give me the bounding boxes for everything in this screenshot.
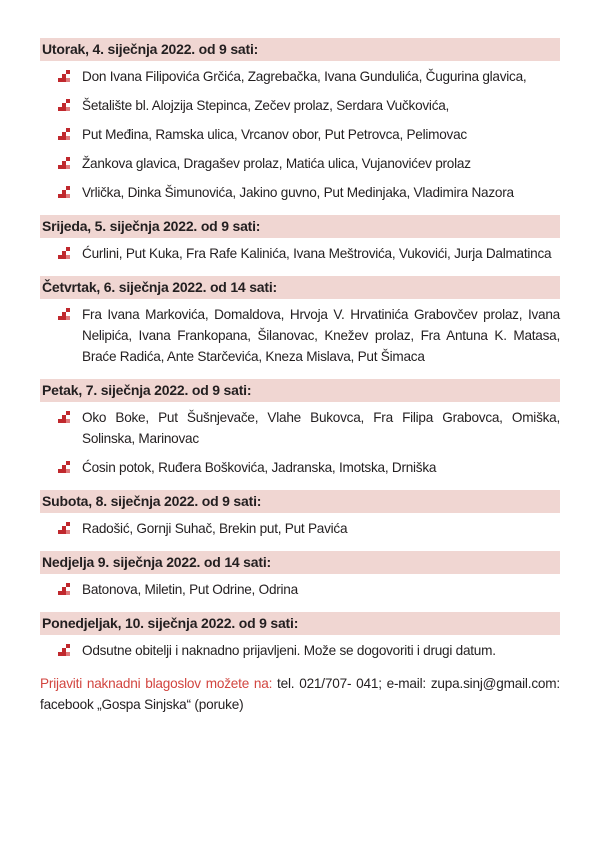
day-section	[40, 490, 560, 539]
list-item	[40, 579, 560, 600]
contact-details: tel. 021/707- 041; e-mail: zupa.sinj@gmail.com: facebook „Gospa Sinjska“ (poruke)	[40, 676, 560, 712]
day-section	[40, 612, 560, 661]
street-list	[40, 299, 560, 367]
street-names: Ćosin potok, Ruđera Boškovića, Jadranska, Imotska, Drniška	[82, 460, 437, 475]
street-list	[40, 635, 560, 661]
list-item	[40, 95, 560, 116]
street-list	[40, 574, 560, 600]
day-section	[40, 38, 560, 203]
street-names: Ćurlini, Put Kuka, Fra Rafe Kalinića, Ivana Meštrovića, Vukovići, Jurja Dalmatinca	[82, 246, 552, 261]
red-square-bullet-icon	[58, 157, 70, 169]
street-list	[40, 402, 560, 478]
contact-note	[40, 673, 560, 715]
red-square-bullet-icon	[58, 644, 70, 656]
street-list	[40, 513, 560, 539]
list-item	[40, 182, 560, 203]
street-names: Don Ivana Filipovića Grčića, Zagrebačka, Ivana Gundulića, Čugurina glavica,	[82, 69, 527, 84]
list-item	[40, 243, 560, 264]
day-section	[40, 551, 560, 600]
day-heading: Ponedjeljak, 10. siječnja 2022. od 9 sati:	[40, 612, 560, 635]
list-item	[40, 66, 560, 87]
street-list	[40, 61, 560, 203]
list-item	[40, 407, 560, 449]
day-heading: Subota, 8. siječnja 2022. od 9 sati:	[40, 490, 560, 513]
schedule-list	[40, 38, 560, 715]
red-square-bullet-icon	[58, 128, 70, 140]
list-item	[40, 457, 560, 478]
list-item	[40, 304, 560, 367]
street-names: Žankova glavica, Dragašev prolaz, Matića ulica, Vujanovićev prolaz	[82, 156, 471, 171]
list-item	[40, 640, 560, 661]
red-square-bullet-icon	[58, 247, 70, 259]
red-square-bullet-icon	[58, 308, 70, 320]
red-square-bullet-icon	[58, 461, 70, 473]
red-square-bullet-icon	[58, 583, 70, 595]
red-square-bullet-icon	[58, 522, 70, 534]
red-square-bullet-icon	[58, 99, 70, 111]
street-names: Fra Ivana Markovića, Domaldova, Hrvoja V. Hrvatinića Grabovčev prolaz, Ivana Nelipića, Ivana Frankopana, Šilanovac, Knežev prolaz, Fra Antuna K. Matasa, Braće Radića, Ante Starčevića, Kneza Mislava, Put Šimaca	[82, 307, 560, 364]
list-item	[40, 124, 560, 145]
street-list	[40, 238, 560, 264]
day-section	[40, 276, 560, 367]
list-item	[40, 518, 560, 539]
day-section	[40, 215, 560, 264]
red-square-bullet-icon	[58, 186, 70, 198]
day-heading: Petak, 7. siječnja 2022. od 9 sati:	[40, 379, 560, 402]
street-names: Batonova, Miletin, Put Odrine, Odrina	[82, 582, 298, 597]
day-section	[40, 379, 560, 478]
day-heading: Četvrtak, 6. siječnja 2022. od 14 sati:	[40, 276, 560, 299]
day-heading: Utorak, 4. siječnja 2022. od 9 sati:	[40, 38, 560, 61]
street-names: Vrlička, Dinka Šimunovića, Jakino guvno, Put Medinjaka, Vladimira Nazora	[82, 185, 514, 200]
street-names: Šetalište bl. Alojzija Stepinca, Zečev prolaz, Serdara Vučkovića,	[82, 98, 450, 113]
red-square-bullet-icon	[58, 70, 70, 82]
day-heading: Srijeda, 5. siječnja 2022. od 9 sati:	[40, 215, 560, 238]
contact-lead: Prijaviti naknadni blagoslov možete na:	[40, 676, 273, 691]
red-square-bullet-icon	[58, 411, 70, 423]
street-names: Put Međina, Ramska ulica, Vrcanov obor, Put Petrovca, Pelimovac	[82, 127, 467, 142]
day-heading: Nedjelja 9. siječnja 2022. od 14 sati:	[40, 551, 560, 574]
street-names: Oko Boke, Put Šušnjevače, Vlahe Bukovca, Fra Filipa Grabovca, Omiška, Solinska, Marinovac	[82, 410, 560, 446]
street-names: Radošić, Gornji Suhač, Brekin put, Put Pavića	[82, 521, 348, 536]
list-item	[40, 153, 560, 174]
street-names: Odsutne obitelji i naknadno prijavljeni. Može se dogovoriti i drugi datum.	[82, 643, 496, 658]
